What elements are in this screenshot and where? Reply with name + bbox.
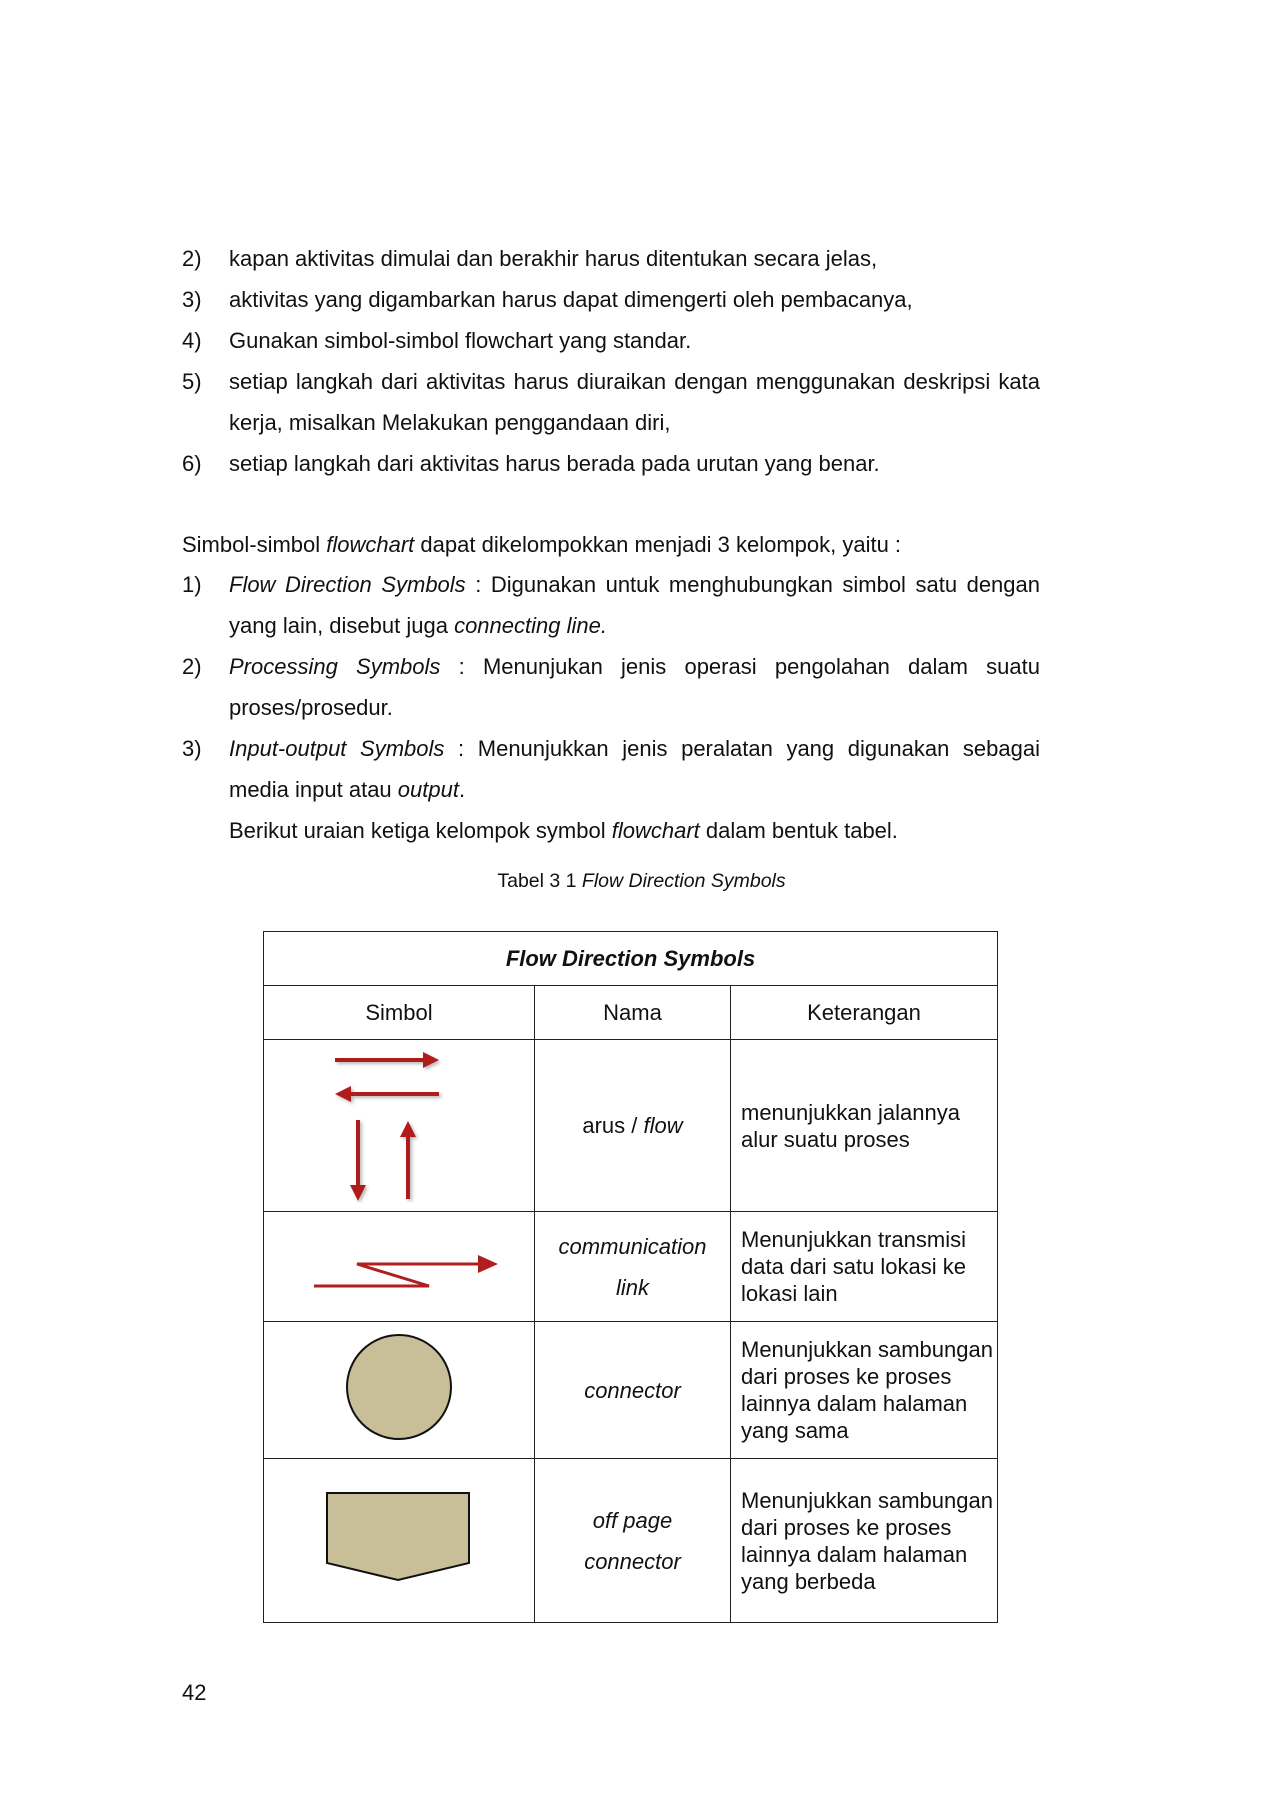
table-row (264, 1459, 998, 1623)
page-number: 42 (182, 1680, 207, 1705)
keterangan-cell: Menunjukkan sambungan dari proses ke proses lainnya dalam halaman yang berbeda (731, 1459, 998, 1623)
list-item: 2) Processing Symbols : Menunjukan jenis operasi pengolahan dalam suatu proses/prosedur. (182, 654, 1040, 720)
table-row (264, 1212, 998, 1322)
list-item: 5) setiap langkah dari aktivitas harus diuraikan dengan menggunakan deskripsi kata kerja, misalkan Melakukan penggandaan diri, (182, 369, 1040, 435)
nama-cell: arus / flow (535, 1040, 731, 1212)
list-item: 1) Flow Direction Symbols : Digunakan untuk menghubungkan simbol satu dengan yang lain, disebut juga connecting line. (182, 572, 1041, 638)
table-title: Flow Direction Symbols (264, 932, 998, 986)
list-item: 3) Input-output Symbols : Menunjukkan jenis peralatan yang digunakan sebagai media input atau output. (182, 736, 1040, 802)
table-row (264, 1040, 998, 1212)
symbol-group-list (182, 564, 1040, 851)
list-item: 3) aktivitas yang digambarkan harus dapat dimengerti oleh pembacanya, (182, 287, 913, 312)
symbol-cell (264, 1322, 535, 1459)
communication-link-icon (299, 1229, 499, 1299)
column-header-simbol: Simbol (264, 986, 535, 1040)
keterangan-cell: Menunjukkan transmisi data dari satu lokasi ke lokasi lain (731, 1212, 998, 1322)
off-page-connector-icon (319, 1488, 479, 1588)
nama-cell: connector (535, 1322, 731, 1459)
symbol-cell (264, 1459, 535, 1623)
flow-direction-symbols-table (263, 931, 998, 1623)
list-item: 2) kapan aktivitas dimulai dan berakhir harus ditentukan secara jelas, (182, 246, 878, 271)
keterangan-cell: menunjukkan jalannya alur suatu proses (731, 1040, 998, 1212)
keterangan-cell: Menunjukkan sambungan dari proses ke proses lainnya dalam halaman yang sama (731, 1322, 998, 1459)
nama-cell: communication link (535, 1212, 731, 1322)
guideline-list (182, 238, 1040, 484)
flow-arrows-icon (299, 1043, 499, 1203)
nama-cell: off page connector (535, 1459, 731, 1623)
intro-paragraph: Simbol-simbol flowchart dapat dikelompokkan menjadi 3 kelompok, yaitu : (182, 532, 902, 557)
symbol-cell (264, 1040, 535, 1212)
list-item: 6) setiap langkah dari aktivitas harus berada pada urutan yang benar. (182, 451, 880, 476)
table-caption: Tabel 3 1 Flow Direction Symbols (497, 870, 786, 892)
closing-line: Berikut uraian ketiga kelompok symbol flowchart dalam bentuk tabel. (229, 818, 898, 843)
list-item: 4) Gunakan simbol-simbol flowchart yang standar. (182, 328, 692, 353)
table-row (264, 1322, 998, 1459)
column-header-keterangan: Keterangan (731, 986, 998, 1040)
column-header-nama: Nama (535, 986, 731, 1040)
connector-circle-icon (339, 1327, 459, 1447)
symbol-cell (264, 1212, 535, 1322)
